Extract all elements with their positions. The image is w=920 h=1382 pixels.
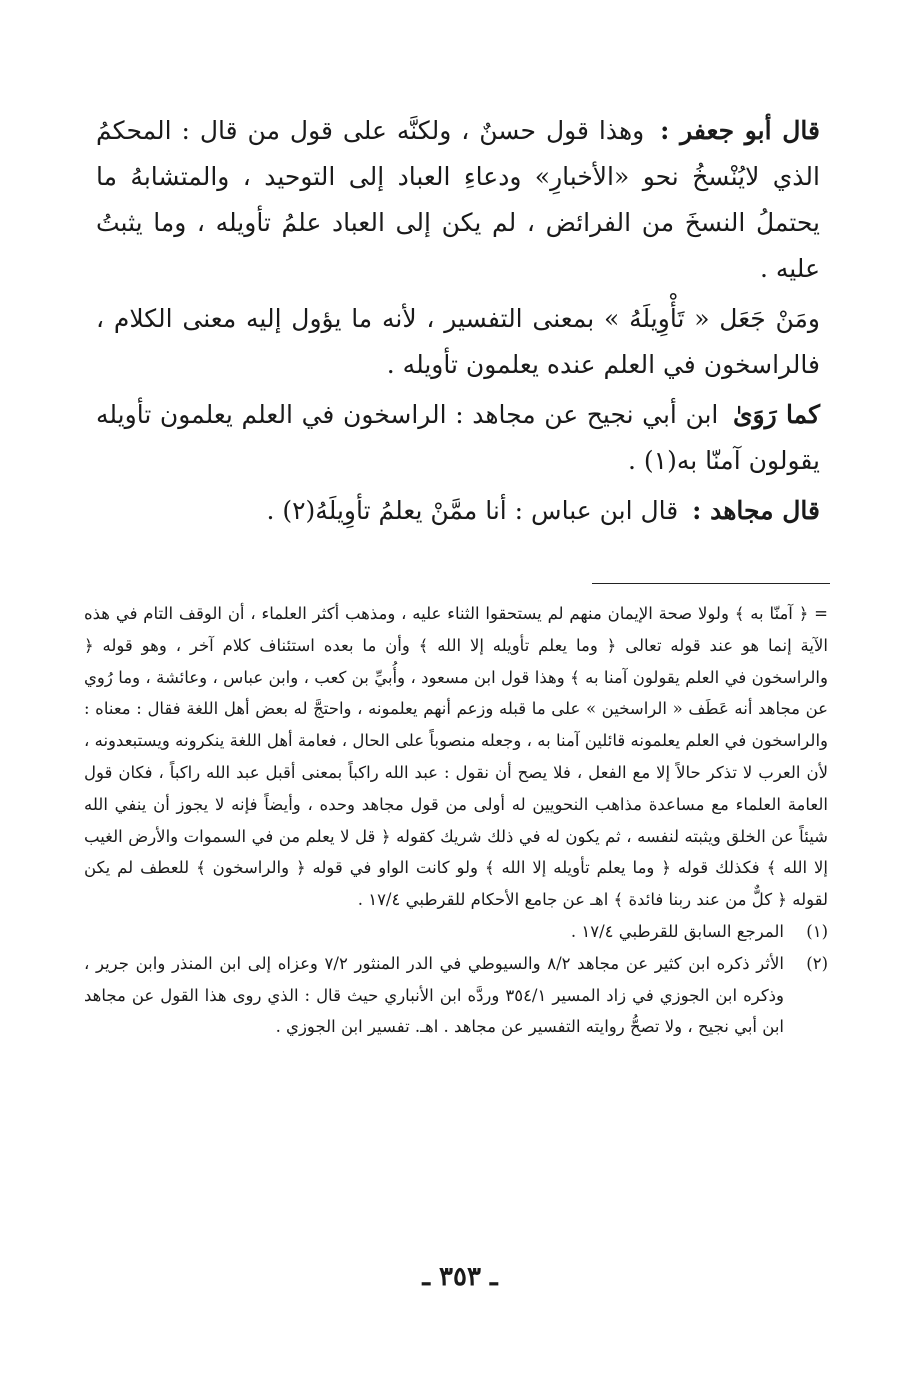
footnote-1-text: المرجع السابق للقرطبي ١٧/٤ .: [570, 921, 784, 941]
footnote-separator: [592, 583, 830, 584]
footnote-1: [84, 916, 828, 948]
footnote-2: [84, 948, 828, 1043]
paragraph-2: [96, 296, 820, 388]
footnote-continuation: = ﴿ آمنّا به ﴾ ولولا صحة الإيمان منهم لم يستحقوا الثناء عليه ، ومذهب أكثر العلماء ، أن الوقف التام في هذه الآية إنما هو عند قوله تعالى ﴿ وما يعلم تأويله إلا الله ﴾ وأن ما بعده استئناف كلام آخر ، وهو قوله ﴿ والراسخون في العلم يقولون آمنا به ﴾ وهذا قول ابن مسعود ، وأُبيِّ بن كعب ، وابن عباس ، وعائشة ، وما رُوي عن مجاهد أنه عَطَف « الراسخين » على ما قبله وزعم أنهم يعلمونه ، واحتجَّ له بعض أهل اللغة فقال : معناه : والراسخون في العلم يعلمونه قائلين آمنا به ، وجعله منصوباً على الحال ، فعامة أهل اللغة ينكرونه ويستبعدونه ، لأن العرب لا تذكر حالاً إلا مع الفعل ، فلا يصح أن نقول : عبد الله راكباً بمعنى أقبل عبد الله راكباً ، فكان قول العامة العلماء مع مساعدة مذاهب النحويين له أولى من قول مجاهد وحده ، وأيضاً فإنه لا يجوز أن ينفي الله شيئاً عن الخلق ويثبته لنفسه ، ثم يكون له في ذلك شريك كقوله ﴿ قل لا يعلم من في السموات والأرض الغيب إلا الله ﴾ فكذلك قوله ﴿ وما يعلم تأويله إلا الله ﴾ ولو كانت الواو في قوله ﴿ والراسخون ﴾ للعطف لم يكن لقوله ﴿ كلٌّ من عند ربنا فائدة ﴾ اهـ عن جامع الأحكام للقرطبي ١٧/٤ .: [84, 604, 828, 910]
main-text: [96, 108, 820, 538]
paragraph-3-text: ابن أبي نجيح عن مجاهد : الراسخون في العلم يعلمون تأويله يقولون آمنّا به(١) .: [96, 400, 820, 475]
page-number: ـ ٣٥٣ ـ: [422, 1262, 498, 1292]
footnote-1-number: (١): [806, 921, 828, 941]
footnote-2-text: الأثر ذكره ابن كثير عن مجاهد ٨/٢ والسيوطي في الدر المنثور ٧/٢ وعزاه إلى ابن المنذر وابن جرير ، وذكره ابن الجوزي في زاد المسير ٣٥٤/١ وردَّه ابن الأنباري حيث قال : الذي روى هذا القول عن مجاهد ابن أبي نجيح ، ولا تصحُّ روايته التفسير عن مجاهد . اهـ. تفسير ابن الجوزي .: [84, 953, 784, 1037]
footnotes: [84, 598, 828, 1043]
speaker-abu-jafar: قال أبو جعفر :: [660, 116, 820, 145]
paragraph-4-text: قال ابن عباس : أنا ممَّنْ يعلمُ تأوِيلَهُ(٢) .: [266, 496, 679, 525]
paragraph-1: [96, 108, 820, 292]
speaker-mujahid: قال مجاهد :: [692, 496, 820, 525]
speaker-narration: كما رَوَىٰ: [732, 400, 821, 429]
paragraph-2-text: ومَنْ جَعَل « تَأْوِيلَهُ » بمعنى التفسير ، لأنه ما يؤول إليه معنى الكلام ، فالراسخون في العلم عنده يعلمون تأويله .: [96, 304, 820, 379]
paragraph-3: [96, 392, 820, 484]
paragraph-4: [96, 488, 820, 534]
footnote-2-number: (٢): [806, 953, 828, 973]
paragraph-1-text: وهذا قول حسنٌ ، ولكنَّه على قول من قال : المحكمُ الذي لايُنْسخُ نحو «الأخبارِ» ودعاءِ العباد إلى التوحيد ، والمتشابهُ ما يحتملُ النسخَ من الفرائض ، لم يكن إلى العباد علمُ تأويله ، وما يثبتُ عليه .: [96, 116, 820, 283]
